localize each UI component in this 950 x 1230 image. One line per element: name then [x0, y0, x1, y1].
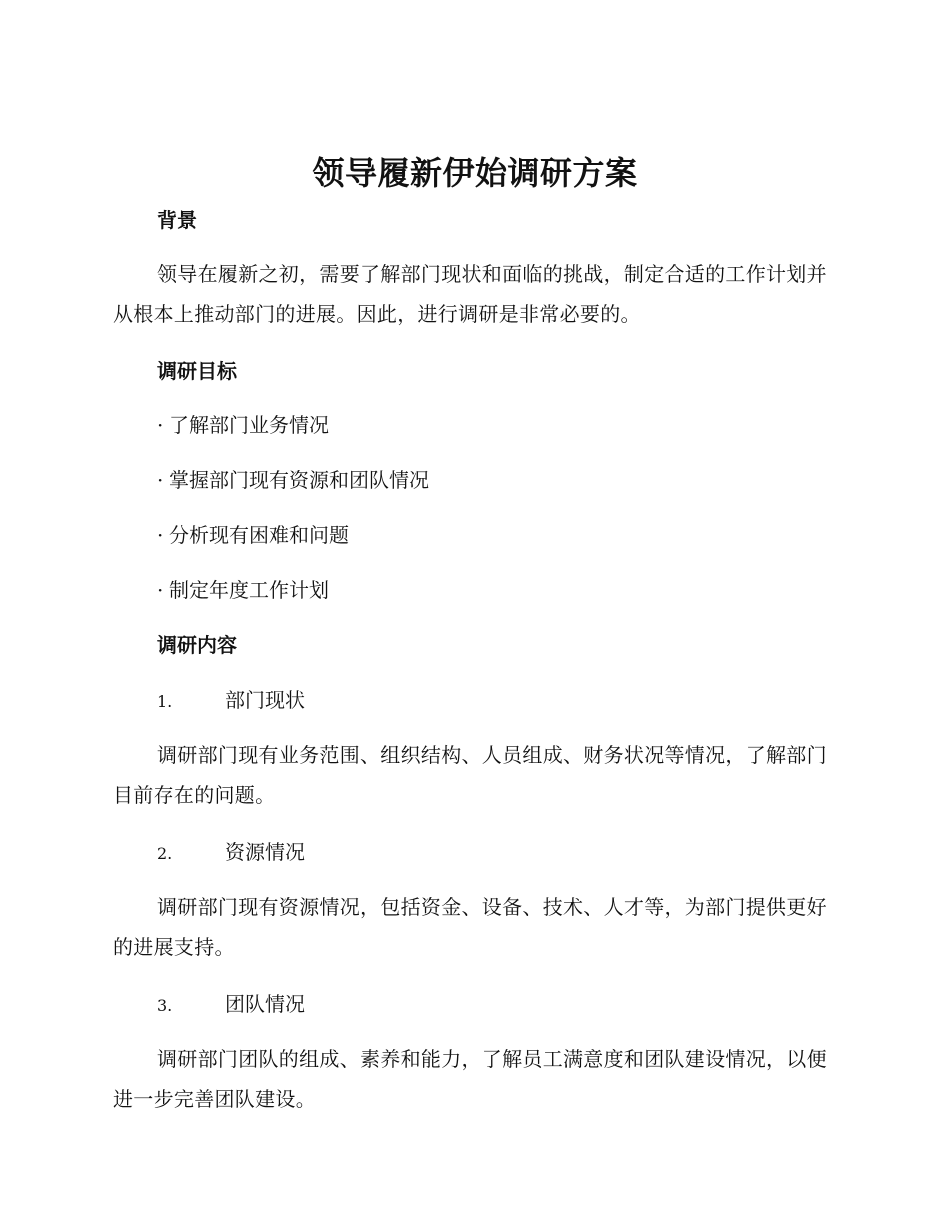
bullet-icon: ·	[157, 523, 164, 547]
section-number: 2.	[157, 844, 173, 863]
content-section-paragraph: 调研部门现有资源情况，包括资金、设备、技术、人才等，为部门提供更好的进展支持。	[113, 895, 827, 959]
goal-item	[157, 465, 429, 495]
background-paragraph: 领导在履新之初，需要了解部门现状和面临的挑战，制定合适的工作计划并从根本上推动部门的进展。因此，进行调研是非常必要的。	[113, 262, 827, 326]
content-section-heading	[157, 685, 305, 717]
bullet-icon: ·	[157, 413, 164, 437]
goal-item-text: 分析现有困难和问题	[169, 523, 349, 547]
content-section-paragraph: 调研部门团队的组成、素养和能力，了解员工满意度和团队建设情况，以便进一步完善团队建设。	[113, 1047, 827, 1111]
goal-item-text: 掌握部门现有资源和团队情况	[169, 468, 429, 492]
content-section-heading	[157, 837, 305, 869]
goal-item-text: 制定年度工作计划	[169, 578, 329, 602]
goal-item	[157, 575, 329, 605]
document-title: 领导履新伊始调研方案	[312, 154, 638, 192]
goal-item	[157, 520, 349, 550]
section-heading-background: 背景	[157, 208, 197, 232]
section-number: 1.	[157, 692, 173, 711]
bullet-icon: ·	[157, 468, 164, 492]
section-title: 部门现状	[225, 688, 305, 712]
section-number: 3.	[157, 996, 173, 1015]
section-title: 资源情况	[225, 840, 305, 864]
goal-item-text: 了解部门业务情况	[169, 413, 329, 437]
content-section-heading	[157, 989, 305, 1021]
goal-item	[157, 410, 329, 440]
section-title: 团队情况	[225, 992, 305, 1016]
content-section-paragraph: 调研部门现有业务范围、组织结构、人员组成、财务状况等情况，了解部门目前存在的问题。	[113, 743, 827, 807]
section-heading-content: 调研内容	[157, 633, 237, 657]
bullet-icon: ·	[157, 578, 164, 602]
section-heading-goals: 调研目标	[157, 359, 237, 383]
